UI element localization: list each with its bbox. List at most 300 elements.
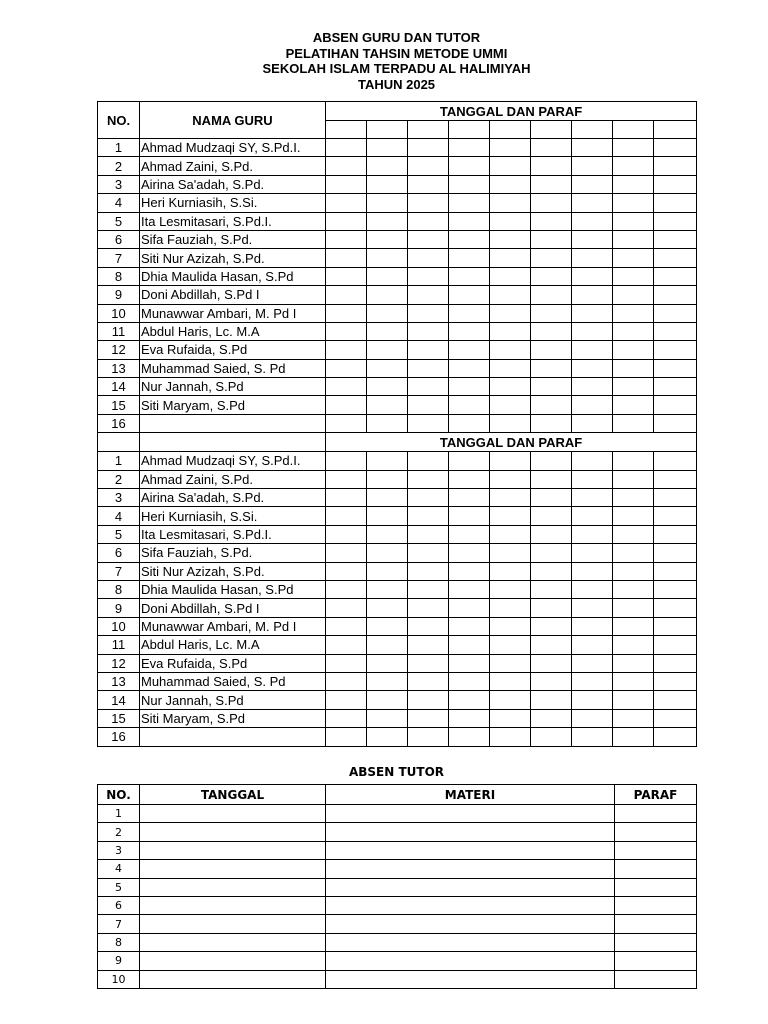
signature-cell[interactable] (449, 562, 490, 580)
signature-cell[interactable] (613, 414, 654, 432)
signature-cell[interactable] (613, 452, 654, 470)
signature-cell[interactable] (531, 322, 572, 340)
signature-cell[interactable] (654, 396, 697, 414)
signature-cell[interactable] (531, 580, 572, 598)
signature-cell[interactable] (367, 157, 408, 175)
signature-cell[interactable] (654, 544, 697, 562)
signature-cell[interactable] (449, 304, 490, 322)
date-header-cell[interactable] (326, 121, 367, 139)
tutor-date-cell[interactable] (140, 952, 326, 970)
signature-cell[interactable] (613, 580, 654, 598)
signature-cell[interactable] (326, 672, 367, 690)
tutor-material-cell[interactable] (326, 805, 615, 823)
signature-cell[interactable] (449, 654, 490, 672)
signature-cell[interactable] (490, 249, 531, 267)
signature-cell[interactable] (408, 709, 449, 727)
signature-cell[interactable] (531, 709, 572, 727)
signature-cell[interactable] (408, 672, 449, 690)
signature-cell[interactable] (531, 157, 572, 175)
tutor-material-cell[interactable] (326, 933, 615, 951)
date-header-cell[interactable] (531, 121, 572, 139)
signature-cell[interactable] (654, 525, 697, 543)
tutor-material-cell[interactable] (326, 878, 615, 896)
signature-cell[interactable] (449, 691, 490, 709)
signature-cell[interactable] (613, 617, 654, 635)
signature-cell[interactable] (654, 580, 697, 598)
signature-cell[interactable] (531, 249, 572, 267)
signature-cell[interactable] (490, 654, 531, 672)
signature-cell[interactable] (490, 175, 531, 193)
tutor-signature-cell[interactable] (615, 860, 697, 878)
signature-cell[interactable] (367, 304, 408, 322)
signature-cell[interactable] (449, 175, 490, 193)
signature-cell[interactable] (531, 396, 572, 414)
date-header-cell[interactable] (367, 121, 408, 139)
signature-cell[interactable] (490, 341, 531, 359)
signature-cell[interactable] (490, 139, 531, 157)
signature-cell[interactable] (326, 452, 367, 470)
signature-cell[interactable] (572, 562, 613, 580)
signature-cell[interactable] (367, 286, 408, 304)
signature-cell[interactable] (449, 322, 490, 340)
signature-cell[interactable] (449, 396, 490, 414)
signature-cell[interactable] (654, 507, 697, 525)
tutor-material-cell[interactable] (326, 823, 615, 841)
signature-cell[interactable] (572, 489, 613, 507)
signature-cell[interactable] (531, 654, 572, 672)
signature-cell[interactable] (367, 562, 408, 580)
signature-cell[interactable] (408, 341, 449, 359)
signature-cell[interactable] (408, 212, 449, 230)
signature-cell[interactable] (326, 286, 367, 304)
signature-cell[interactable] (326, 396, 367, 414)
date-header-cell[interactable] (613, 121, 654, 139)
signature-cell[interactable] (613, 599, 654, 617)
signature-cell[interactable] (613, 728, 654, 746)
signature-cell[interactable] (408, 544, 449, 562)
signature-cell[interactable] (326, 414, 367, 432)
signature-cell[interactable] (367, 322, 408, 340)
signature-cell[interactable] (613, 489, 654, 507)
tutor-material-cell[interactable] (326, 860, 615, 878)
tutor-signature-cell[interactable] (615, 841, 697, 859)
signature-cell[interactable] (531, 489, 572, 507)
signature-cell[interactable] (531, 617, 572, 635)
signature-cell[interactable] (572, 212, 613, 230)
signature-cell[interactable] (449, 728, 490, 746)
signature-cell[interactable] (613, 544, 654, 562)
signature-cell[interactable] (490, 322, 531, 340)
signature-cell[interactable] (490, 580, 531, 598)
tutor-material-cell[interactable] (326, 915, 615, 933)
tutor-signature-cell[interactable] (615, 933, 697, 951)
signature-cell[interactable] (367, 580, 408, 598)
signature-cell[interactable] (572, 267, 613, 285)
signature-cell[interactable] (367, 470, 408, 488)
signature-cell[interactable] (326, 562, 367, 580)
signature-cell[interactable] (449, 636, 490, 654)
signature-cell[interactable] (654, 194, 697, 212)
signature-cell[interactable] (572, 470, 613, 488)
date-header-cell[interactable] (408, 121, 449, 139)
signature-cell[interactable] (449, 286, 490, 304)
signature-cell[interactable] (572, 636, 613, 654)
signature-cell[interactable] (490, 617, 531, 635)
signature-cell[interactable] (572, 322, 613, 340)
signature-cell[interactable] (654, 157, 697, 175)
signature-cell[interactable] (326, 157, 367, 175)
signature-cell[interactable] (572, 157, 613, 175)
signature-cell[interactable] (531, 194, 572, 212)
signature-cell[interactable] (408, 489, 449, 507)
signature-cell[interactable] (613, 470, 654, 488)
signature-cell[interactable] (326, 654, 367, 672)
signature-cell[interactable] (449, 194, 490, 212)
signature-cell[interactable] (449, 507, 490, 525)
signature-cell[interactable] (613, 341, 654, 359)
signature-cell[interactable] (531, 286, 572, 304)
signature-cell[interactable] (654, 470, 697, 488)
signature-cell[interactable] (654, 212, 697, 230)
signature-cell[interactable] (449, 359, 490, 377)
signature-cell[interactable] (408, 267, 449, 285)
signature-cell[interactable] (572, 359, 613, 377)
signature-cell[interactable] (326, 617, 367, 635)
signature-cell[interactable] (367, 212, 408, 230)
signature-cell[interactable] (531, 304, 572, 322)
signature-cell[interactable] (408, 599, 449, 617)
signature-cell[interactable] (326, 544, 367, 562)
signature-cell[interactable] (449, 580, 490, 598)
signature-cell[interactable] (613, 139, 654, 157)
signature-cell[interactable] (531, 139, 572, 157)
signature-cell[interactable] (531, 175, 572, 193)
signature-cell[interactable] (572, 194, 613, 212)
signature-cell[interactable] (449, 525, 490, 543)
signature-cell[interactable] (531, 525, 572, 543)
signature-cell[interactable] (654, 636, 697, 654)
signature-cell[interactable] (572, 525, 613, 543)
signature-cell[interactable] (326, 194, 367, 212)
signature-cell[interactable] (326, 175, 367, 193)
signature-cell[interactable] (490, 470, 531, 488)
signature-cell[interactable] (490, 599, 531, 617)
signature-cell[interactable] (490, 709, 531, 727)
signature-cell[interactable] (490, 452, 531, 470)
signature-cell[interactable] (326, 304, 367, 322)
tutor-date-cell[interactable] (140, 860, 326, 878)
signature-cell[interactable] (490, 267, 531, 285)
signature-cell[interactable] (449, 249, 490, 267)
signature-cell[interactable] (654, 562, 697, 580)
signature-cell[interactable] (490, 378, 531, 396)
signature-cell[interactable] (572, 230, 613, 248)
signature-cell[interactable] (654, 672, 697, 690)
signature-cell[interactable] (613, 157, 654, 175)
signature-cell[interactable] (408, 359, 449, 377)
signature-cell[interactable] (326, 212, 367, 230)
signature-cell[interactable] (490, 396, 531, 414)
signature-cell[interactable] (367, 617, 408, 635)
signature-cell[interactable] (408, 525, 449, 543)
signature-cell[interactable] (367, 691, 408, 709)
signature-cell[interactable] (654, 691, 697, 709)
signature-cell[interactable] (654, 230, 697, 248)
tutor-date-cell[interactable] (140, 841, 326, 859)
signature-cell[interactable] (408, 230, 449, 248)
signature-cell[interactable] (408, 452, 449, 470)
signature-cell[interactable] (408, 194, 449, 212)
signature-cell[interactable] (572, 396, 613, 414)
signature-cell[interactable] (572, 544, 613, 562)
signature-cell[interactable] (531, 230, 572, 248)
signature-cell[interactable] (408, 414, 449, 432)
signature-cell[interactable] (367, 341, 408, 359)
signature-cell[interactable] (490, 230, 531, 248)
signature-cell[interactable] (326, 267, 367, 285)
signature-cell[interactable] (654, 139, 697, 157)
signature-cell[interactable] (326, 139, 367, 157)
signature-cell[interactable] (572, 414, 613, 432)
signature-cell[interactable] (654, 654, 697, 672)
signature-cell[interactable] (367, 359, 408, 377)
signature-cell[interactable] (367, 230, 408, 248)
signature-cell[interactable] (326, 322, 367, 340)
date-header-cell[interactable] (572, 121, 613, 139)
signature-cell[interactable] (408, 396, 449, 414)
signature-cell[interactable] (531, 599, 572, 617)
tutor-date-cell[interactable] (140, 933, 326, 951)
signature-cell[interactable] (408, 617, 449, 635)
tutor-signature-cell[interactable] (615, 823, 697, 841)
signature-cell[interactable] (490, 414, 531, 432)
signature-cell[interactable] (490, 286, 531, 304)
signature-cell[interactable] (367, 636, 408, 654)
signature-cell[interactable] (572, 672, 613, 690)
signature-cell[interactable] (367, 396, 408, 414)
tutor-date-cell[interactable] (140, 915, 326, 933)
signature-cell[interactable] (490, 507, 531, 525)
signature-cell[interactable] (613, 194, 654, 212)
signature-cell[interactable] (326, 599, 367, 617)
signature-cell[interactable] (654, 304, 697, 322)
signature-cell[interactable] (326, 709, 367, 727)
signature-cell[interactable] (408, 322, 449, 340)
signature-cell[interactable] (326, 378, 367, 396)
signature-cell[interactable] (613, 249, 654, 267)
signature-cell[interactable] (654, 249, 697, 267)
signature-cell[interactable] (490, 672, 531, 690)
signature-cell[interactable] (326, 636, 367, 654)
signature-cell[interactable] (490, 525, 531, 543)
signature-cell[interactable] (531, 728, 572, 746)
signature-cell[interactable] (490, 212, 531, 230)
signature-cell[interactable] (613, 286, 654, 304)
signature-cell[interactable] (408, 157, 449, 175)
signature-cell[interactable] (408, 654, 449, 672)
signature-cell[interactable] (408, 378, 449, 396)
signature-cell[interactable] (531, 359, 572, 377)
signature-cell[interactable] (613, 525, 654, 543)
signature-cell[interactable] (449, 230, 490, 248)
signature-cell[interactable] (367, 267, 408, 285)
tutor-date-cell[interactable] (140, 896, 326, 914)
signature-cell[interactable] (367, 175, 408, 193)
signature-cell[interactable] (408, 249, 449, 267)
signature-cell[interactable] (572, 709, 613, 727)
signature-cell[interactable] (449, 470, 490, 488)
tutor-material-cell[interactable] (326, 970, 615, 988)
signature-cell[interactable] (367, 544, 408, 562)
signature-cell[interactable] (449, 139, 490, 157)
signature-cell[interactable] (449, 452, 490, 470)
signature-cell[interactable] (531, 452, 572, 470)
signature-cell[interactable] (449, 414, 490, 432)
signature-cell[interactable] (490, 562, 531, 580)
signature-cell[interactable] (572, 249, 613, 267)
signature-cell[interactable] (613, 267, 654, 285)
signature-cell[interactable] (613, 212, 654, 230)
signature-cell[interactable] (531, 636, 572, 654)
signature-cell[interactable] (531, 672, 572, 690)
date-header-cell[interactable] (654, 121, 697, 139)
signature-cell[interactable] (613, 359, 654, 377)
signature-cell[interactable] (531, 562, 572, 580)
signature-cell[interactable] (367, 507, 408, 525)
signature-cell[interactable] (531, 267, 572, 285)
signature-cell[interactable] (367, 378, 408, 396)
signature-cell[interactable] (449, 709, 490, 727)
signature-cell[interactable] (326, 580, 367, 598)
signature-cell[interactable] (490, 728, 531, 746)
signature-cell[interactable] (408, 470, 449, 488)
signature-cell[interactable] (572, 378, 613, 396)
signature-cell[interactable] (449, 341, 490, 359)
signature-cell[interactable] (449, 617, 490, 635)
tutor-date-cell[interactable] (140, 970, 326, 988)
tutor-date-cell[interactable] (140, 823, 326, 841)
signature-cell[interactable] (613, 230, 654, 248)
signature-cell[interactable] (367, 654, 408, 672)
signature-cell[interactable] (449, 157, 490, 175)
signature-cell[interactable] (408, 691, 449, 709)
signature-cell[interactable] (408, 728, 449, 746)
signature-cell[interactable] (572, 654, 613, 672)
signature-cell[interactable] (326, 470, 367, 488)
tutor-date-cell[interactable] (140, 878, 326, 896)
signature-cell[interactable] (326, 249, 367, 267)
signature-cell[interactable] (654, 175, 697, 193)
signature-cell[interactable] (613, 378, 654, 396)
signature-cell[interactable] (408, 507, 449, 525)
signature-cell[interactable] (326, 525, 367, 543)
tutor-signature-cell[interactable] (615, 878, 697, 896)
signature-cell[interactable] (654, 728, 697, 746)
signature-cell[interactable] (654, 341, 697, 359)
signature-cell[interactable] (449, 267, 490, 285)
signature-cell[interactable] (531, 507, 572, 525)
tutor-signature-cell[interactable] (615, 805, 697, 823)
signature-cell[interactable] (613, 175, 654, 193)
signature-cell[interactable] (572, 507, 613, 525)
signature-cell[interactable] (490, 359, 531, 377)
signature-cell[interactable] (654, 709, 697, 727)
tutor-material-cell[interactable] (326, 952, 615, 970)
signature-cell[interactable] (326, 341, 367, 359)
signature-cell[interactable] (613, 709, 654, 727)
signature-cell[interactable] (572, 691, 613, 709)
signature-cell[interactable] (408, 562, 449, 580)
date-header-cell[interactable] (490, 121, 531, 139)
signature-cell[interactable] (572, 304, 613, 322)
signature-cell[interactable] (613, 304, 654, 322)
signature-cell[interactable] (654, 286, 697, 304)
signature-cell[interactable] (367, 728, 408, 746)
signature-cell[interactable] (367, 672, 408, 690)
signature-cell[interactable] (367, 599, 408, 617)
signature-cell[interactable] (531, 414, 572, 432)
signature-cell[interactable] (572, 452, 613, 470)
tutor-signature-cell[interactable] (615, 896, 697, 914)
signature-cell[interactable] (654, 378, 697, 396)
signature-cell[interactable] (326, 728, 367, 746)
signature-cell[interactable] (531, 212, 572, 230)
signature-cell[interactable] (326, 507, 367, 525)
signature-cell[interactable] (613, 562, 654, 580)
signature-cell[interactable] (367, 414, 408, 432)
signature-cell[interactable] (326, 230, 367, 248)
signature-cell[interactable] (654, 267, 697, 285)
signature-cell[interactable] (490, 194, 531, 212)
signature-cell[interactable] (654, 359, 697, 377)
signature-cell[interactable] (572, 617, 613, 635)
signature-cell[interactable] (613, 636, 654, 654)
tutor-date-cell[interactable] (140, 805, 326, 823)
signature-cell[interactable] (326, 489, 367, 507)
signature-cell[interactable] (613, 322, 654, 340)
signature-cell[interactable] (449, 489, 490, 507)
signature-cell[interactable] (326, 359, 367, 377)
signature-cell[interactable] (408, 286, 449, 304)
signature-cell[interactable] (531, 341, 572, 359)
signature-cell[interactable] (408, 304, 449, 322)
signature-cell[interactable] (613, 672, 654, 690)
signature-cell[interactable] (654, 489, 697, 507)
signature-cell[interactable] (408, 636, 449, 654)
tutor-material-cell[interactable] (326, 841, 615, 859)
signature-cell[interactable] (654, 322, 697, 340)
signature-cell[interactable] (490, 489, 531, 507)
signature-cell[interactable] (490, 304, 531, 322)
signature-cell[interactable] (531, 544, 572, 562)
signature-cell[interactable] (572, 341, 613, 359)
signature-cell[interactable] (490, 157, 531, 175)
tutor-signature-cell[interactable] (615, 970, 697, 988)
date-header-cell[interactable] (449, 121, 490, 139)
signature-cell[interactable] (654, 599, 697, 617)
signature-cell[interactable] (367, 709, 408, 727)
signature-cell[interactable] (408, 175, 449, 193)
tutor-signature-cell[interactable] (615, 952, 697, 970)
signature-cell[interactable] (490, 636, 531, 654)
signature-cell[interactable] (654, 452, 697, 470)
tutor-material-cell[interactable] (326, 896, 615, 914)
signature-cell[interactable] (613, 654, 654, 672)
signature-cell[interactable] (613, 507, 654, 525)
tutor-signature-cell[interactable] (615, 915, 697, 933)
signature-cell[interactable] (449, 672, 490, 690)
signature-cell[interactable] (449, 212, 490, 230)
